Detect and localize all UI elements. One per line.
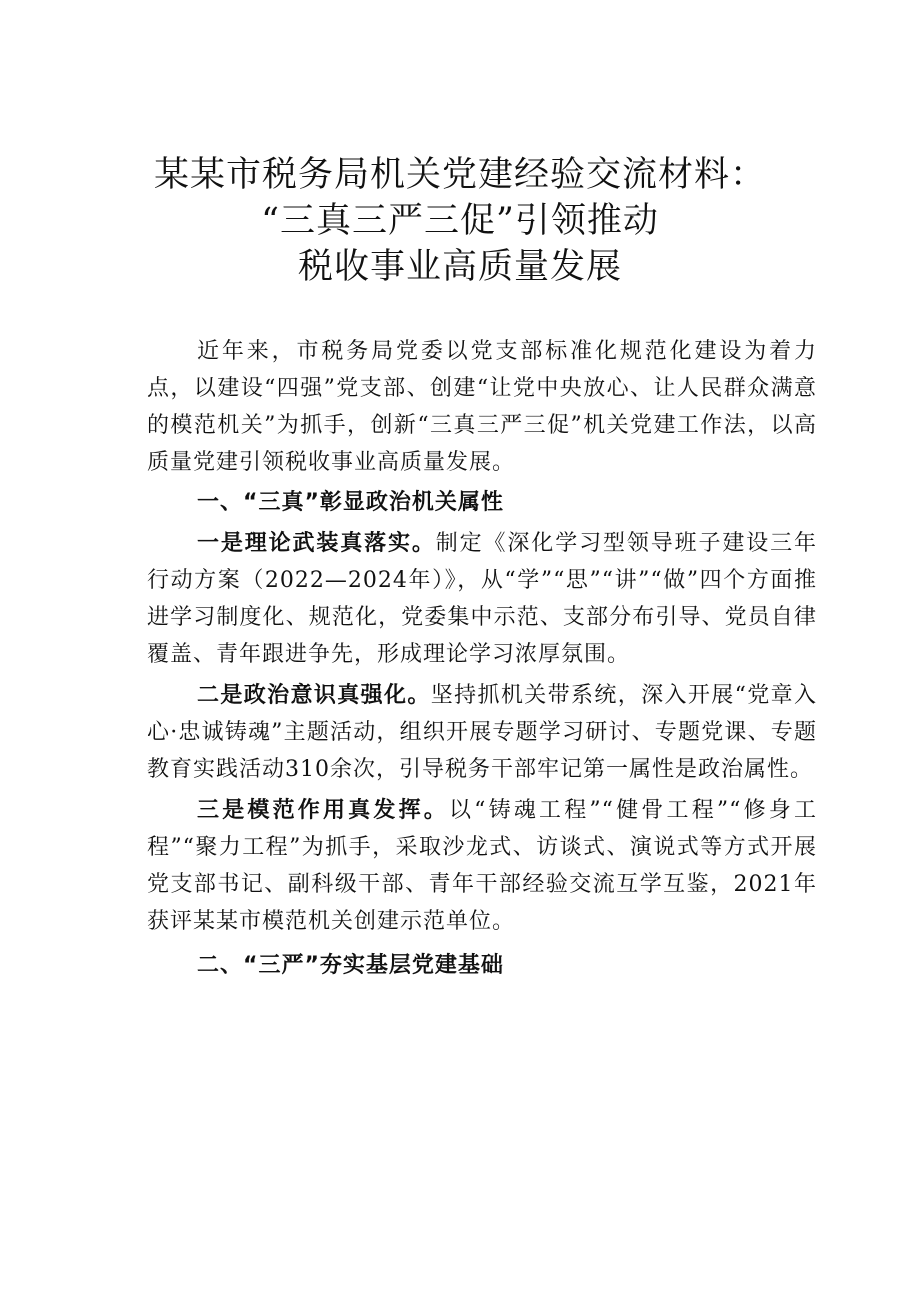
item-2-text: 坚持抓机关带系统，深入开展“党章入心·忠诚铸魂”主题活动，组织开展专题学习研讨、专题党课、专题教育实践活动310余次，引导税务干部牢记第一属性是政治属性。	[147, 683, 817, 782]
section-1-heading: 一、“三真”彰显政治机关属性	[197, 490, 504, 515]
title-line-2: “三真三严三促”引领推动	[261, 201, 659, 241]
item-3-lead: 三是模范作用真发挥。	[197, 798, 449, 823]
item-1-text: 制定《深化学习型领导班子建设三年行动方案（2022—2024年）》，从“学”“思”“讲”“做”四个方面推进学习制度化、规范化，党委集中示范、支部分布引导、党员自律覆盖、青年跟进争先，形成理论学习浓厚氛围。	[147, 531, 817, 667]
section-1-item-2	[147, 677, 817, 788]
title-line-3: 税收事业高质量发展	[297, 247, 622, 287]
intro-paragraph: 近年来，市税务局党委以党支部标准化规范化建设为着力点，以建设“四强”党支部、创建“让党中央放心、让人民群众满意的模范机关”为抓手，创新“三真三严三促”机关党建工作法，以高质量党建引领税收事业高质量发展。	[147, 339, 817, 475]
document-title	[60, 152, 860, 290]
item-2-lead: 二是政治意识真强化。	[197, 683, 431, 708]
title-line-1: 某某市税务局机关党建经验交流材料：	[153, 155, 766, 195]
section-1-item-1	[147, 525, 817, 673]
section-1-item-3	[147, 792, 817, 940]
document-body	[147, 333, 817, 988]
item-1-lead: 一是理论武装真落实。	[197, 531, 436, 556]
item-3-text: 以“铸魂工程”“健骨工程”“修身工程”“聚力工程”为抓手，采取沙龙式、访谈式、演说式等方式开展党支部书记、副科级干部、青年干部经验交流互学互鉴，2021年获评某某市模范机关创建示范单位。	[147, 798, 817, 934]
section-2-heading: 二、“三严”夯实基层党建基础	[197, 953, 504, 978]
